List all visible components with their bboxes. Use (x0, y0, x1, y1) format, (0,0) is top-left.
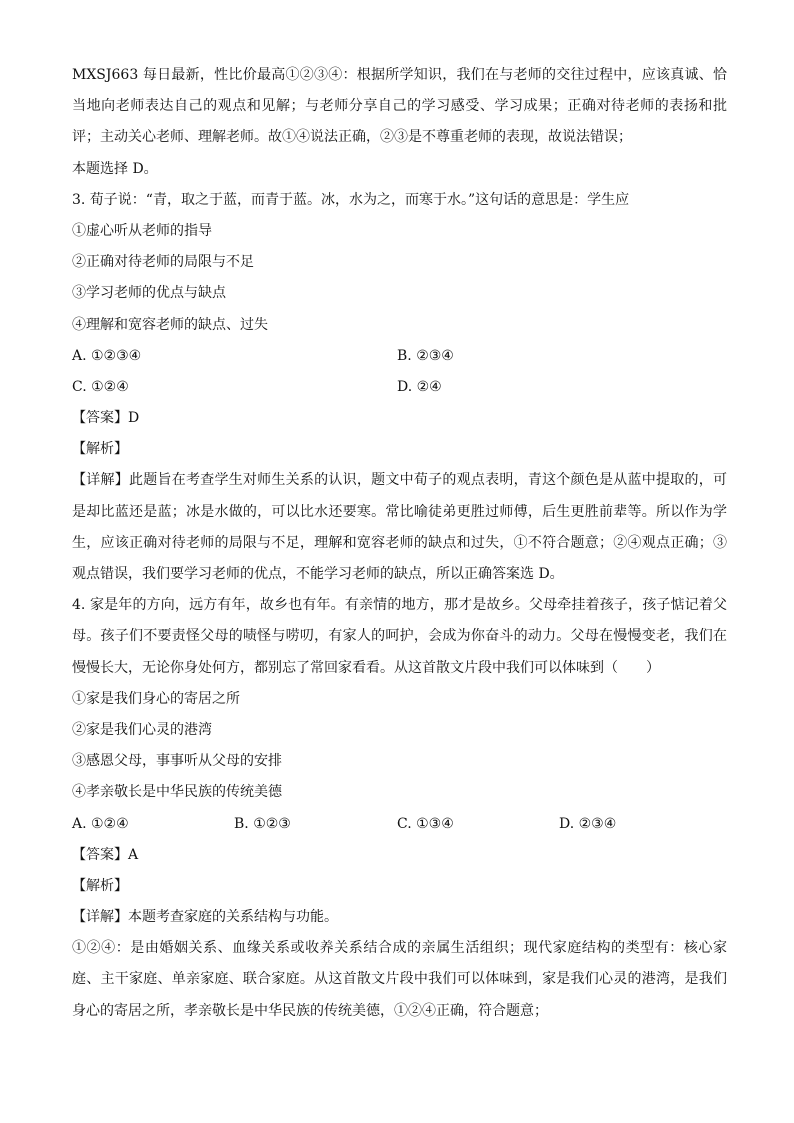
q3-option-d: D. ②④ (397, 378, 442, 395)
q4-stem-line-2: 母。孩子们不要责怪父母的啧怪与唠叨，有家人的呵护，会成为你奋斗的动力。父母在慢慢变老，我们在 (72, 628, 727, 645)
q3-stem: 3. 荀子说：“青，取之于蓝，而青于蓝。冰，水为之，而寒于水。”这句话的意思是：学生应 (72, 191, 630, 208)
q2-conclusion: 本题选择 D。 (72, 160, 158, 177)
q2-explanation-line-2: 当地向老师表达自己的观点和见解；与老师分享自己的学习感受、学习成果；正确对待老师的表扬和批 (72, 98, 727, 115)
q4-options-row (72, 813, 727, 844)
q3-item-2: ②正确对待老师的局限与不足 (72, 254, 254, 271)
q3-options-row-1 (72, 345, 727, 376)
q3-option-a: A. ①②③④ (72, 347, 142, 364)
q2-explanation-line-1: MXSJ663 每日最新，性比价最高①②③④：根据所学知识，我们在与老师的交往过程中，应该真诚、恰 (72, 67, 727, 83)
q4-answer: 【答案】A (72, 846, 139, 863)
q3-analysis-label: 【解析】 (72, 441, 128, 458)
q3-detail-line-4: 观点错误，我们要学习老师的优点，不能学习老师的缺点，所以正确答案选 D。 (72, 566, 564, 582)
q4-detail-line-1: ①②④：是由婚姻关系、血缘关系或收养关系结合成的亲属生活组织；现代家庭结构的类型有：核心家 (72, 940, 727, 957)
q4-item-1: ①家是我们身心的寄居之所 (72, 690, 240, 707)
q4-stem-line-1: 4. 家是年的方向，远方有年，故乡也有年。有亲情的地方，那才是故乡。父母牵挂着孩子，孩子惦记着父 (72, 597, 727, 614)
q3-options-row-2 (72, 376, 727, 407)
q3-detail-line-1: 【详解】此题旨在考查学生对师生关系的认识，题文中荀子的观点表明，青这个颜色是从蓝中提取的，可 (72, 472, 727, 489)
q4-option-d: D. ②③④ (559, 815, 617, 832)
q3-item-1: ①虚心听从老师的指导 (72, 222, 212, 239)
q3-item-3: ③学习老师的优点与缺点 (72, 285, 226, 302)
q4-detail-line-3: 身心的寄居之所，孝亲敬长是中华民族的传统美德，①②④正确，符合题意； (72, 1002, 548, 1019)
q3-item-4: ④理解和宽容老师的缺点、过失 (72, 316, 268, 333)
q4-item-2: ②家是我们心灵的港湾 (72, 721, 212, 738)
q3-detail-line-3: 生，应该正确对待老师的局限与不足，理解和宽容老师的缺点和过失，①不符合题意；②④观点正确；③ (72, 534, 727, 551)
q2-explanation-line-3: 评；主动关心老师、理解老师。故①④说法正确，②③是不尊重老师的表现，故说法错误； (72, 129, 632, 146)
q4-option-b: B. ①②③ (234, 815, 291, 832)
q3-option-c: C. ①②④ (72, 378, 129, 395)
q3-detail-line-2: 是却比蓝还是蓝；冰是水做的，可以比水还要寒。常比喻徒弟更胜过师傅，后生更胜前辈等。所以作为学 (72, 503, 727, 520)
q4-item-4: ④孝亲敬长是中华民族的传统美德 (72, 784, 282, 801)
q4-stem-line-3: 慢慢长大，无论你身处何方，都别忘了常回家看看。从这首散文片段中我们可以体味到（ ） (72, 659, 660, 676)
q4-analysis-label: 【解析】 (72, 877, 128, 894)
q4-option-a: A. ①②④ (72, 815, 129, 832)
q3-answer: 【答案】D (72, 410, 140, 427)
q4-detail-line-2: 庭、主干家庭、单亲家庭、联合家庭。从这首散文片段中我们可以体味到，家是我们心灵的港湾，是我们 (72, 971, 727, 988)
q4-detail-intro: 【详解】本题考查家庭的关系结构与功能。 (72, 909, 338, 926)
document-page (72, 64, 727, 1031)
q4-item-3: ③感恩父母，事事听从父母的安排 (72, 753, 282, 770)
q3-option-b: B. ②③④ (397, 347, 454, 364)
q4-option-c: C. ①③④ (397, 815, 454, 832)
